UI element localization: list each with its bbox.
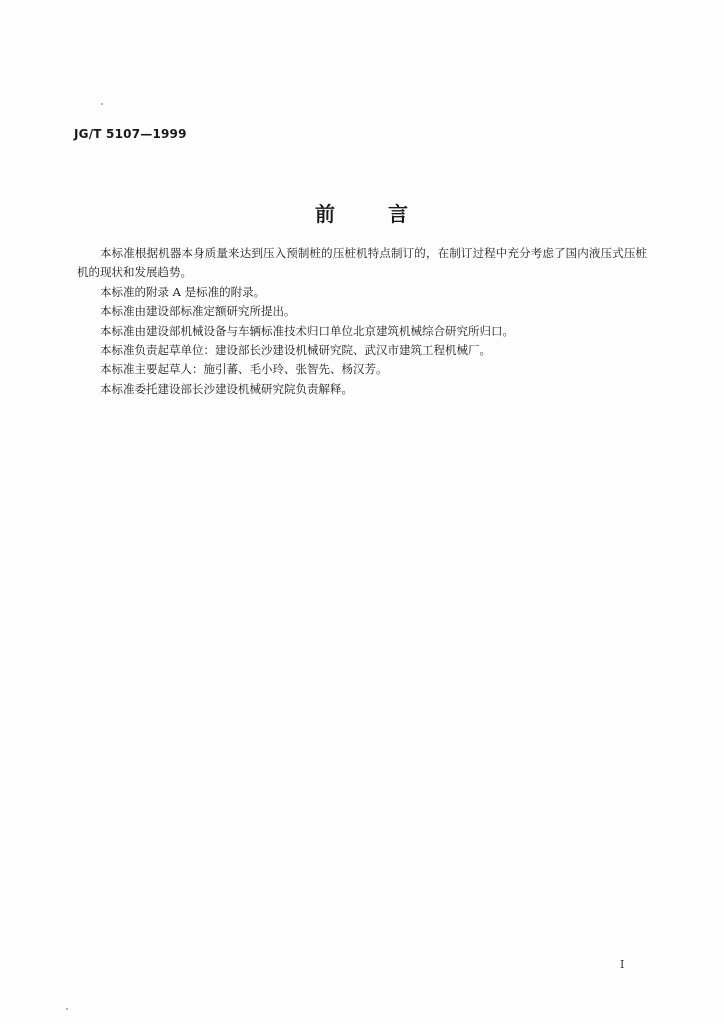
page-title [0, 198, 724, 227]
paragraph-proposer: 本标准由建设部标准定额研究所提出。 [100, 304, 296, 319]
title-char-1: 前 [315, 202, 336, 226]
foreword-body [77, 244, 647, 399]
page-number: I [620, 958, 625, 971]
paragraph-drafters: 本标准主要起草人：施引蕃、毛小玲、张智先、杨汉芳。 [100, 362, 388, 377]
paragraph-scope: 本标准根据机器本身质量来达到压入预制桩的压桩机特点制订的，在制订过程中充分考虑了国内液压式压桩机的现状和发展趋势。 [77, 246, 647, 280]
standard-code: JG/T 5107—1999 [74, 127, 187, 141]
paragraph-interpretation: 本标准委托建设部长沙建设机械研究院负责解释。 [100, 381, 353, 396]
paragraph-appendix: 本标准的附录 A 是标准的附录。 [100, 284, 266, 299]
paragraph-centralizer: 本标准由建设部机械设备与车辆标准技术归口单位北京建筑机械综合研究所归口。 [100, 323, 514, 338]
scan-speck [101, 103, 103, 105]
title-char-2: 言 [388, 202, 409, 226]
scan-speck [66, 1008, 68, 1010]
paragraph-drafting-units: 本标准负责起草单位：建设部长沙建设机械研究院、武汉市建筑工程机械厂。 [100, 343, 491, 358]
